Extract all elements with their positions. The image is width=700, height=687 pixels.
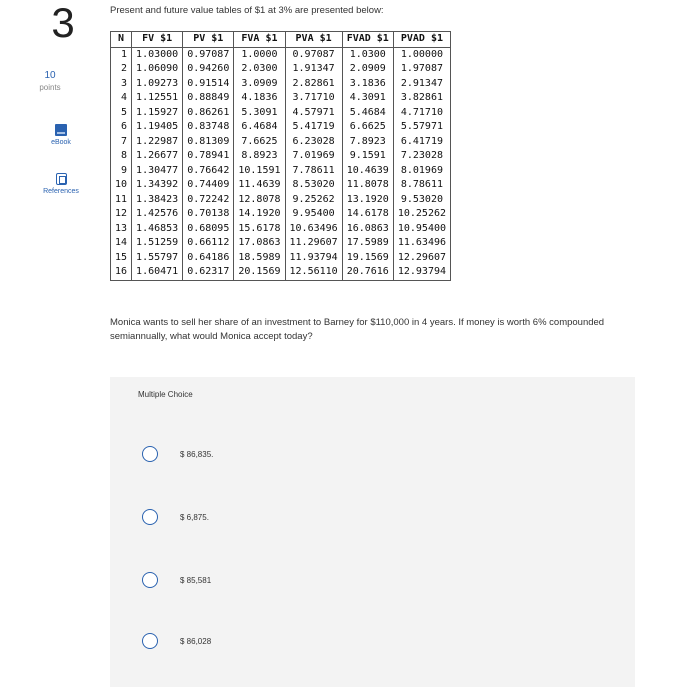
table-cell: 1.00000 — [393, 47, 450, 62]
table-cell: 1.19405 — [132, 120, 183, 135]
table-cell: 7.6625 — [234, 135, 285, 150]
copy-icon — [56, 173, 67, 185]
ebook-link[interactable] — [28, 124, 94, 146]
row-number-cell: 12 — [115, 208, 128, 219]
answer-option-label: $ 6,875. — [180, 512, 209, 522]
table-cell: 0.68095 — [183, 222, 234, 237]
table-cell: 10.1591 — [234, 164, 285, 179]
table-row — [111, 149, 451, 164]
table-cell: 5.4684 — [342, 106, 393, 121]
table-cell: 3.1836 — [342, 77, 393, 92]
row-number-cell: 15 — [115, 251, 128, 263]
header-pvad: PVAD $1 — [393, 32, 450, 48]
header-pv: PV $1 — [183, 32, 234, 48]
table-cell: 5.57971 — [393, 120, 450, 135]
references-label: References — [43, 188, 79, 195]
header-fvad: FVAD $1 — [342, 32, 393, 48]
table-cell: 6.23028 — [285, 135, 342, 150]
table-cell: 1.97087 — [393, 62, 450, 77]
table-cell: 3.71710 — [285, 91, 342, 106]
table-cell: 1.51259 — [132, 236, 183, 251]
table-row — [111, 251, 451, 266]
points-info — [30, 70, 70, 92]
table-row — [111, 77, 451, 92]
row-number-cell: 3 — [121, 77, 128, 89]
table-cell: 16.0863 — [342, 222, 393, 237]
table-cell: 0.78941 — [183, 149, 234, 164]
table-cell: 12.93794 — [393, 265, 450, 280]
table-cell: 1.60471 — [132, 265, 183, 280]
table-cell: 17.5989 — [342, 236, 393, 251]
table-row — [111, 207, 451, 222]
table-cell: 1.22987 — [132, 135, 183, 150]
table-cell: 10.95400 — [393, 222, 450, 237]
table-cell: 8.78611 — [393, 178, 450, 193]
table-cell: 12.8078 — [234, 193, 285, 208]
table-cell: 2.91347 — [393, 77, 450, 92]
value-table — [110, 31, 451, 281]
table-row — [111, 193, 451, 208]
header-pva: PVA $1 — [285, 32, 342, 48]
table-body — [111, 47, 451, 280]
table-cell: 8.01969 — [393, 164, 450, 179]
table-cell: 15.6178 — [234, 222, 285, 237]
points-value: 10 — [44, 70, 56, 81]
table-cell: 6.4684 — [234, 120, 285, 135]
table-cell: 13.1920 — [342, 193, 393, 208]
row-number-cell: 14 — [115, 237, 128, 248]
table-cell: 1.42576 — [132, 207, 183, 222]
table-cell: 0.86261 — [183, 106, 234, 121]
table-cell: 0.62317 — [183, 265, 234, 280]
table-cell: 19.1569 — [342, 251, 393, 266]
table-cell: 5.3091 — [234, 106, 285, 121]
table-cell: 1.38423 — [132, 193, 183, 208]
answer-option-4[interactable] — [142, 633, 211, 649]
answer-option-label: $ 85,581 — [180, 575, 212, 585]
table-row — [111, 106, 451, 121]
table-cell: 14.6178 — [342, 207, 393, 222]
table-cell: 6.6625 — [342, 120, 393, 135]
table-cell: 11.29607 — [285, 236, 342, 251]
table-cell: 4.71710 — [393, 106, 450, 121]
table-cell: 0.94260 — [183, 62, 234, 77]
table-cell: 5.41719 — [285, 120, 342, 135]
row-number-cell: 8 — [121, 150, 128, 161]
table-cell: 11.93794 — [285, 251, 342, 266]
answer-option-2[interactable] — [142, 509, 209, 525]
multiple-choice-title: Multiple Choice — [138, 390, 193, 399]
intro-text: Present and future value tables of $1 at 3% are presented below: — [110, 5, 384, 16]
table-cell: 7.78611 — [285, 164, 342, 179]
table-cell: 0.97087 — [285, 47, 342, 62]
table-header-row — [111, 32, 451, 48]
table-cell: 18.5989 — [234, 251, 285, 266]
header-fva: FVA $1 — [234, 32, 285, 48]
table-cell: 6.41719 — [393, 135, 450, 150]
answer-option-label: $ 86,028 — [180, 636, 212, 646]
table-cell: 12.29607 — [393, 251, 450, 266]
row-number-cell: 5 — [121, 106, 128, 118]
table-cell: 1.30477 — [132, 164, 183, 179]
table-cell: 0.97087 — [183, 47, 234, 62]
table-cell: 1.26677 — [132, 149, 183, 164]
table-cell: 0.72242 — [183, 193, 234, 208]
table-cell: 2.0300 — [234, 62, 285, 77]
table-cell: 8.8923 — [234, 149, 285, 164]
header-fv: FV $1 — [132, 32, 183, 48]
table-cell: 0.76642 — [183, 164, 234, 179]
table-cell: 3.0909 — [234, 77, 285, 92]
table-cell: 4.1836 — [234, 91, 285, 106]
table-cell: 9.95400 — [285, 207, 342, 222]
answer-option-label: $ 86,835. — [180, 449, 214, 459]
table-cell: 11.8078 — [342, 178, 393, 193]
header-n: N — [111, 32, 132, 48]
row-number-cell: 9 — [121, 164, 128, 176]
table-cell: 7.23028 — [393, 149, 450, 164]
table-cell: 20.1569 — [234, 265, 285, 280]
row-number-cell: 10 — [115, 179, 128, 190]
table-cell: 10.63496 — [285, 222, 342, 237]
table-cell: 0.91514 — [183, 77, 234, 92]
row-number-cell: 4 — [121, 92, 128, 103]
table-cell: 0.64186 — [183, 251, 234, 266]
table-cell: 1.46853 — [132, 222, 183, 237]
table-cell: 4.3091 — [342, 91, 393, 106]
table-cell: 12.56110 — [285, 265, 342, 280]
table-cell: 1.0300 — [342, 47, 393, 62]
table-cell: 8.53020 — [285, 178, 342, 193]
points-label: points — [39, 83, 61, 92]
table-cell: 10.4639 — [342, 164, 393, 179]
row-number-cell: 11 — [115, 193, 128, 205]
row-number-cell: 13 — [115, 222, 128, 234]
table-cell: 1.06090 — [132, 62, 183, 77]
table-cell: 0.74409 — [183, 178, 234, 193]
table-cell: 9.1591 — [342, 149, 393, 164]
row-number-cell: 6 — [121, 121, 128, 132]
radio-button[interactable] — [142, 572, 158, 588]
ebook-label: eBook — [51, 139, 71, 146]
table-cell: 0.83748 — [183, 120, 234, 135]
table-cell: 1.12551 — [132, 91, 183, 106]
table-cell: 9.53020 — [393, 193, 450, 208]
table-row — [111, 164, 451, 179]
table-row — [111, 222, 451, 237]
table-cell: 4.57971 — [285, 106, 342, 121]
table-cell: 0.88849 — [183, 91, 234, 106]
radio-button[interactable] — [142, 509, 158, 525]
table-cell: 2.0909 — [342, 62, 393, 77]
table-cell: 14.1920 — [234, 207, 285, 222]
multiple-choice-panel — [110, 377, 635, 687]
table-row — [111, 47, 451, 62]
table-cell: 1.03000 — [132, 47, 183, 62]
table-cell: 2.82861 — [285, 77, 342, 92]
references-link[interactable] — [28, 173, 94, 195]
table-cell: 11.63496 — [393, 236, 450, 251]
table-row — [111, 178, 451, 193]
radio-button[interactable] — [142, 633, 158, 649]
table-cell: 0.66112 — [183, 236, 234, 251]
table-cell: 20.7616 — [342, 265, 393, 280]
table-row — [111, 91, 451, 106]
book-icon — [55, 124, 67, 136]
table-cell: 3.82861 — [393, 91, 450, 106]
table-cell: 1.34392 — [132, 178, 183, 193]
radio-button[interactable] — [142, 446, 158, 462]
table-cell: 9.25262 — [285, 193, 342, 208]
table-cell: 0.81309 — [183, 135, 234, 150]
table-row — [111, 236, 451, 251]
table-cell: 11.4639 — [234, 178, 285, 193]
table-cell: 7.01969 — [285, 149, 342, 164]
table-cell: 10.25262 — [393, 207, 450, 222]
table-row — [111, 265, 451, 280]
row-number-cell: 1 — [121, 48, 128, 60]
table-cell: 1.15927 — [132, 106, 183, 121]
table-row — [111, 62, 451, 77]
row-number-cell: 7 — [121, 135, 128, 147]
table-row — [111, 120, 451, 135]
answer-option-3[interactable] — [142, 572, 211, 588]
table-cell: 7.8923 — [342, 135, 393, 150]
answer-option-1[interactable] — [142, 446, 213, 462]
table-cell: 1.91347 — [285, 62, 342, 77]
row-number-cell: 16 — [115, 266, 128, 277]
table-cell: 17.0863 — [234, 236, 285, 251]
question-text: Monica wants to sell her share of an investment to Barney for $110,000 in 4 years. If money is worth 6% compounded semiannually, what would Monica accept today? — [110, 317, 605, 342]
table-cell: 1.0000 — [234, 47, 285, 62]
table-cell: 1.55797 — [132, 251, 183, 266]
table-row — [111, 135, 451, 150]
question-number: 3 — [51, 0, 75, 46]
table-cell: 0.70138 — [183, 207, 234, 222]
table-cell: 1.09273 — [132, 77, 183, 92]
row-number-cell: 2 — [121, 63, 128, 74]
